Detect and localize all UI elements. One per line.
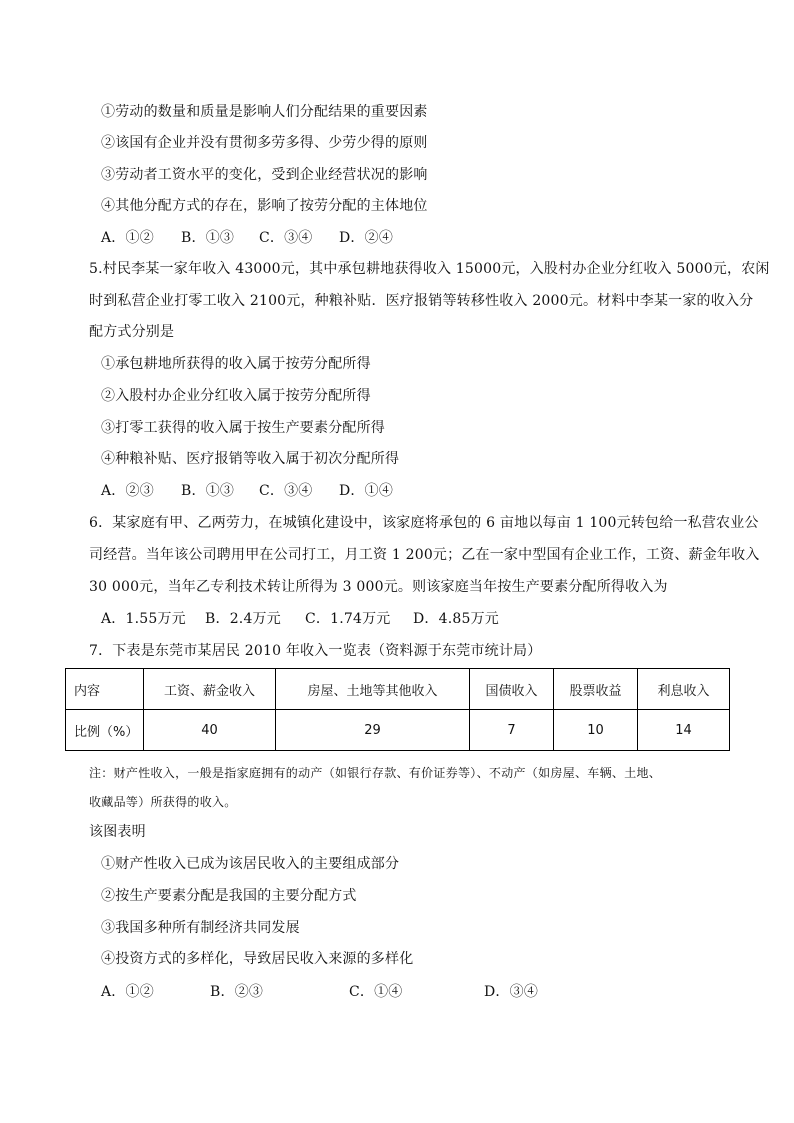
question-6-stem-line-1: 6．某家庭有甲、乙两劳力，在城镇化建设中，该家庭将承包的 6 亩地以每亩 1 100元转包给一私营农业公 xyxy=(89,515,759,531)
option-d: D．①④ xyxy=(339,483,394,499)
statement-4: ④投资方式的多样化，导致居民收入来源的多样化 xyxy=(101,951,414,967)
table-row-label: 比例（%） xyxy=(66,710,144,751)
statement-1: ①财产性收入已成为该居民收入的主要组成部分 xyxy=(101,856,400,872)
table-header-cell: 内容 xyxy=(66,669,144,710)
table-note-line-2: 收藏品等）所获得的收入。 xyxy=(89,795,237,809)
table-header-cell: 国债收入 xyxy=(470,669,554,710)
option-b: B．②③ xyxy=(210,984,264,1000)
answer-options xyxy=(101,482,393,500)
question-5-stem-line-3: 配方式分别是 xyxy=(89,324,175,340)
option-d: D．②④ xyxy=(339,230,394,246)
table-header-cell: 工资、薪金收入 xyxy=(144,669,276,710)
question-6-stem-line-2: 司经营。当年该公司聘用甲在公司打工，月工资 1 200元；乙在一家中型国有企业工作，工资、薪金年收入 xyxy=(89,547,760,563)
statement-4: ④其他分配方式的存在，影响了按劳分配的主体地位 xyxy=(101,198,428,214)
statement-2: ②该国有企业并没有贯彻多劳多得、少劳少得的原则 xyxy=(101,135,428,151)
option-b: B．①③ xyxy=(181,230,235,246)
table-cell: 40 xyxy=(144,710,276,751)
answer-options xyxy=(101,229,393,247)
option-c: C．1.74万元 xyxy=(305,611,391,627)
option-a: A．①② xyxy=(101,230,154,246)
statement-4: ④种粮补贴、医疗报销等收入属于初次分配所得 xyxy=(101,451,400,467)
statement-3: ③我国多种所有制经济共同发展 xyxy=(101,920,300,936)
statement-1: ①劳动的数量和质量是影响人们分配结果的重要因素 xyxy=(101,104,428,120)
table-cell: 7 xyxy=(470,710,554,751)
question-5-stem-line-1: 5.村民李某一家年收入 43000元，其中承包耕地获得收入 15000元，入股村办企业分红收入 5000元，农闲 xyxy=(89,261,770,277)
table-note-line-1: 注：财产性收入，一般是指家庭拥有的动产（如银行存款、有价证券等）、不动产（如房屋、车辆、土地、 xyxy=(89,766,662,780)
option-a: A．1.55万元 xyxy=(101,611,186,627)
option-a: A．②③ xyxy=(101,483,154,499)
statement-2: ②入股村办企业分红收入属于按劳分配所得 xyxy=(101,388,371,404)
question-5-stem-line-2: 时到私营企业打零工收入 2100元，种粮补贴．医疗报销等转移性收入 2000元。材料中李某一家的收入分 xyxy=(89,293,754,309)
answer-options xyxy=(101,610,499,628)
statement-1: ①承包耕地所获得的收入属于按劳分配所得 xyxy=(101,356,371,372)
table-header-cell: 利息收入 xyxy=(638,669,730,710)
question-7-stem: 7．下表是东莞市某居民 2010 年收入一览表（资料源于东莞市统计局） xyxy=(89,643,542,659)
income-table xyxy=(65,668,730,751)
option-b: B．2.4万元 xyxy=(205,611,281,627)
table-cell: 29 xyxy=(276,710,470,751)
option-c: C．③④ xyxy=(259,483,313,499)
table-header-row xyxy=(66,669,730,710)
option-c: C．③④ xyxy=(259,230,313,246)
table-row xyxy=(66,710,730,751)
statement-2: ②按生产要素分配是我国的主要分配方式 xyxy=(101,888,357,904)
statement-3: ③劳动者工资水平的变化，受到企业经营状况的影响 xyxy=(101,167,428,183)
table-header-cell: 房屋、土地等其他收入 xyxy=(276,669,470,710)
option-a: A．①② xyxy=(101,984,154,1000)
statement-3: ③打零工获得的收入属于按生产要素分配所得 xyxy=(101,420,385,436)
table-cell: 14 xyxy=(638,710,730,751)
table-header-cell: 股票收益 xyxy=(554,669,638,710)
table-cell: 10 xyxy=(554,710,638,751)
answer-options xyxy=(101,983,538,1001)
option-c: C．①④ xyxy=(349,984,403,1000)
question-6-stem-line-3: 30 000元，当年乙专利技术转让所得为 3 000元。则该家庭当年按生产要素分配所得收入为 xyxy=(89,579,668,595)
option-d: D．③④ xyxy=(484,984,539,1000)
option-d: D．4.85万元 xyxy=(413,611,499,627)
question-7-lead: 该图表明 xyxy=(89,824,146,840)
option-b: B．①③ xyxy=(181,483,235,499)
